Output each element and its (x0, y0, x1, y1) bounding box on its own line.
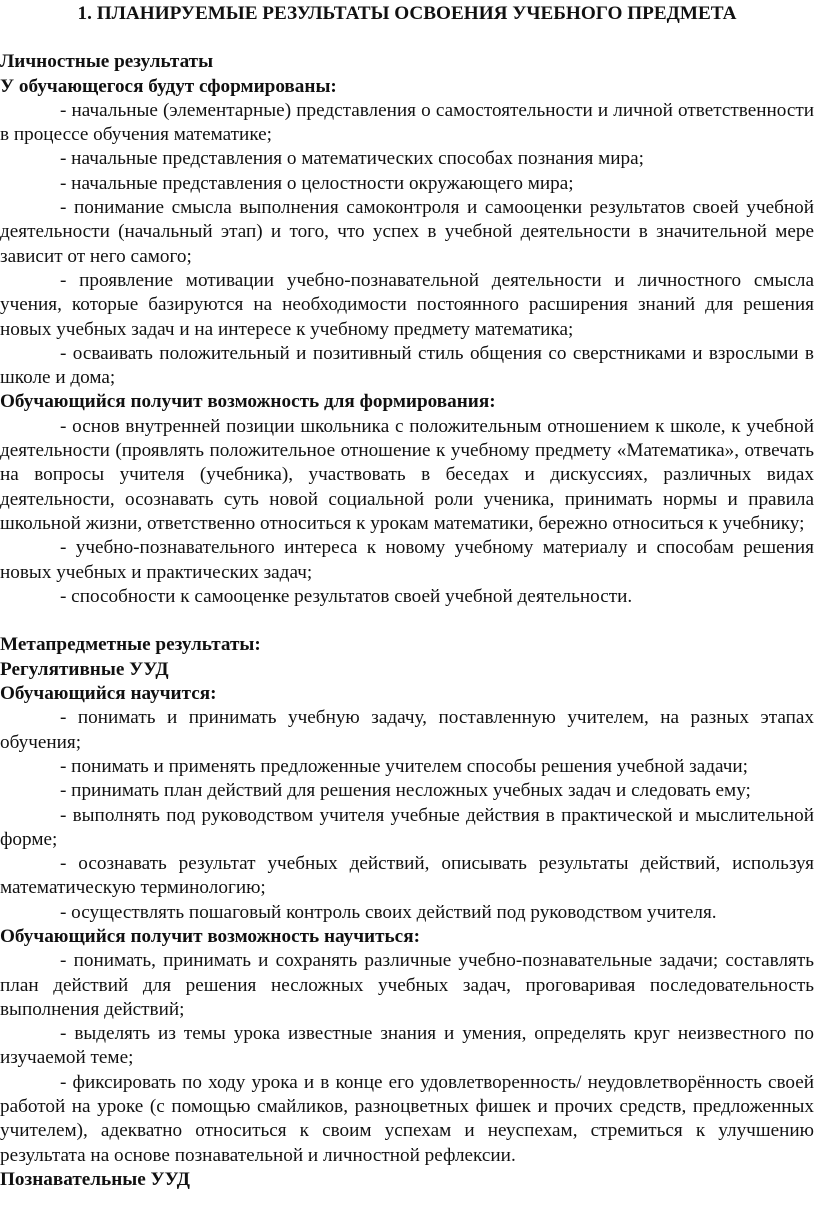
list-item: - принимать план действий для решения несложных учебных задач и следовать ему; (60, 780, 751, 802)
list-item: - начальные представления о целостности окружающего мира; (60, 172, 574, 194)
list-item: - осваивать положительный и позитивный стиль общения со сверстниками и взрослыми в школе и дома; (0, 342, 814, 389)
list-item: - понимать, принимать и сохранять различные учебно-познавательные задачи; составлять план действий для решения несложных учебных задач, проговаривая последовательность выполнения действий; (0, 950, 814, 1020)
list-item: - понимать и принимать учебную задачу, поставленную учителем, на разных этапах обучения; (0, 707, 814, 753)
list-item: - выделять из темы урока известные знания и умения, определять круг неизвестного по изучаемой теме; (0, 1023, 814, 1069)
personal-formed-subheading: У обучающегося будут сформированы: (0, 75, 337, 97)
document-title: 1. ПЛАНИРУЕМЫЕ РЕЗУЛЬТАТЫ ОСВОЕНИЯ УЧЕБНОГО ПРЕДМЕТА (77, 3, 737, 24)
meta-learn-subheading: Обучающийся научится: (0, 683, 217, 705)
list-item: - понимать и применять предложенные учителем способы решения учебной задачи; (60, 755, 748, 777)
list-item: - выполнять под руководством учителя учебные действия в практической и мыслительной форме; (0, 804, 814, 850)
list-item: - способности к самооценке результатов своей учебной деятельности. (60, 585, 633, 607)
section-spacer (0, 609, 814, 633)
list-item: - проявление мотивации учебно-познавательной деятельности и личностного смысла учения, которые базируются на необходимости постоянного расширения знаний для решения новых учебных задач и на интересе к учебному предмету математика; (0, 269, 814, 340)
regulative-heading: Регулятивные УУД (0, 658, 169, 680)
meta-opportunity-subheading: Обучающийся получит возможность научиться: (0, 925, 420, 947)
list-item: - осуществлять пошаговый контроль своих действий под руководством учителя. (60, 901, 717, 923)
list-item: - начальные (элементарные) представления о самостоятельности и личной ответственности в процессе обучения математике; (0, 99, 814, 146)
list-item: - фиксировать по ходу урока и в конце его удовлетворенность/ неудовлетворённость своей работой на уроке (с помощью смайликов, разноцветных фишек и прочих средств, предложенных учителем), адекватно относиться к своим успехам и неуспехам, стремиться к улучшению результата на основе познавательной и личностной рефлексии. (0, 1071, 814, 1166)
meta-results-heading: Метапредметные результаты: (0, 634, 261, 656)
cognitive-heading: Познавательные УУД (0, 1168, 190, 1190)
personal-opportunity-subheading: Обучающийся получит возможность для формирования: (0, 391, 496, 413)
personal-results-heading: Личностные результаты (0, 51, 214, 73)
list-item: - учебно-познавательного интереса к новому учебному материалу и способам решения новых учебных и практических задач; (0, 537, 814, 583)
list-item: - основ внутренней позиции школьника с положительным отношением к школе, к учебной деятельности (проявлять положительное отношение к учебному предмету «Математика», отвечать на вопросы учителя (учебника), участвовать в беседах и дискуссиях, различных видах деятельности, осознавать суть новой социальной роли ученика, принимать нормы и правила школьной жизни, ответственно относиться к урокам математики, бережно относиться к учебнику; (0, 415, 814, 534)
list-item: - осознавать результат учебных действий, описывать результаты действий, используя математическую терминологию; (0, 853, 814, 899)
list-item: - начальные представления о математических способах познания мира; (60, 148, 644, 170)
list-item: - понимание смысла выполнения самоконтроля и самооценки результатов своей учебной деятельности (начальный этап) и того, что успех в учебной деятельности в значительной мере зависит от него самого; (0, 197, 814, 267)
